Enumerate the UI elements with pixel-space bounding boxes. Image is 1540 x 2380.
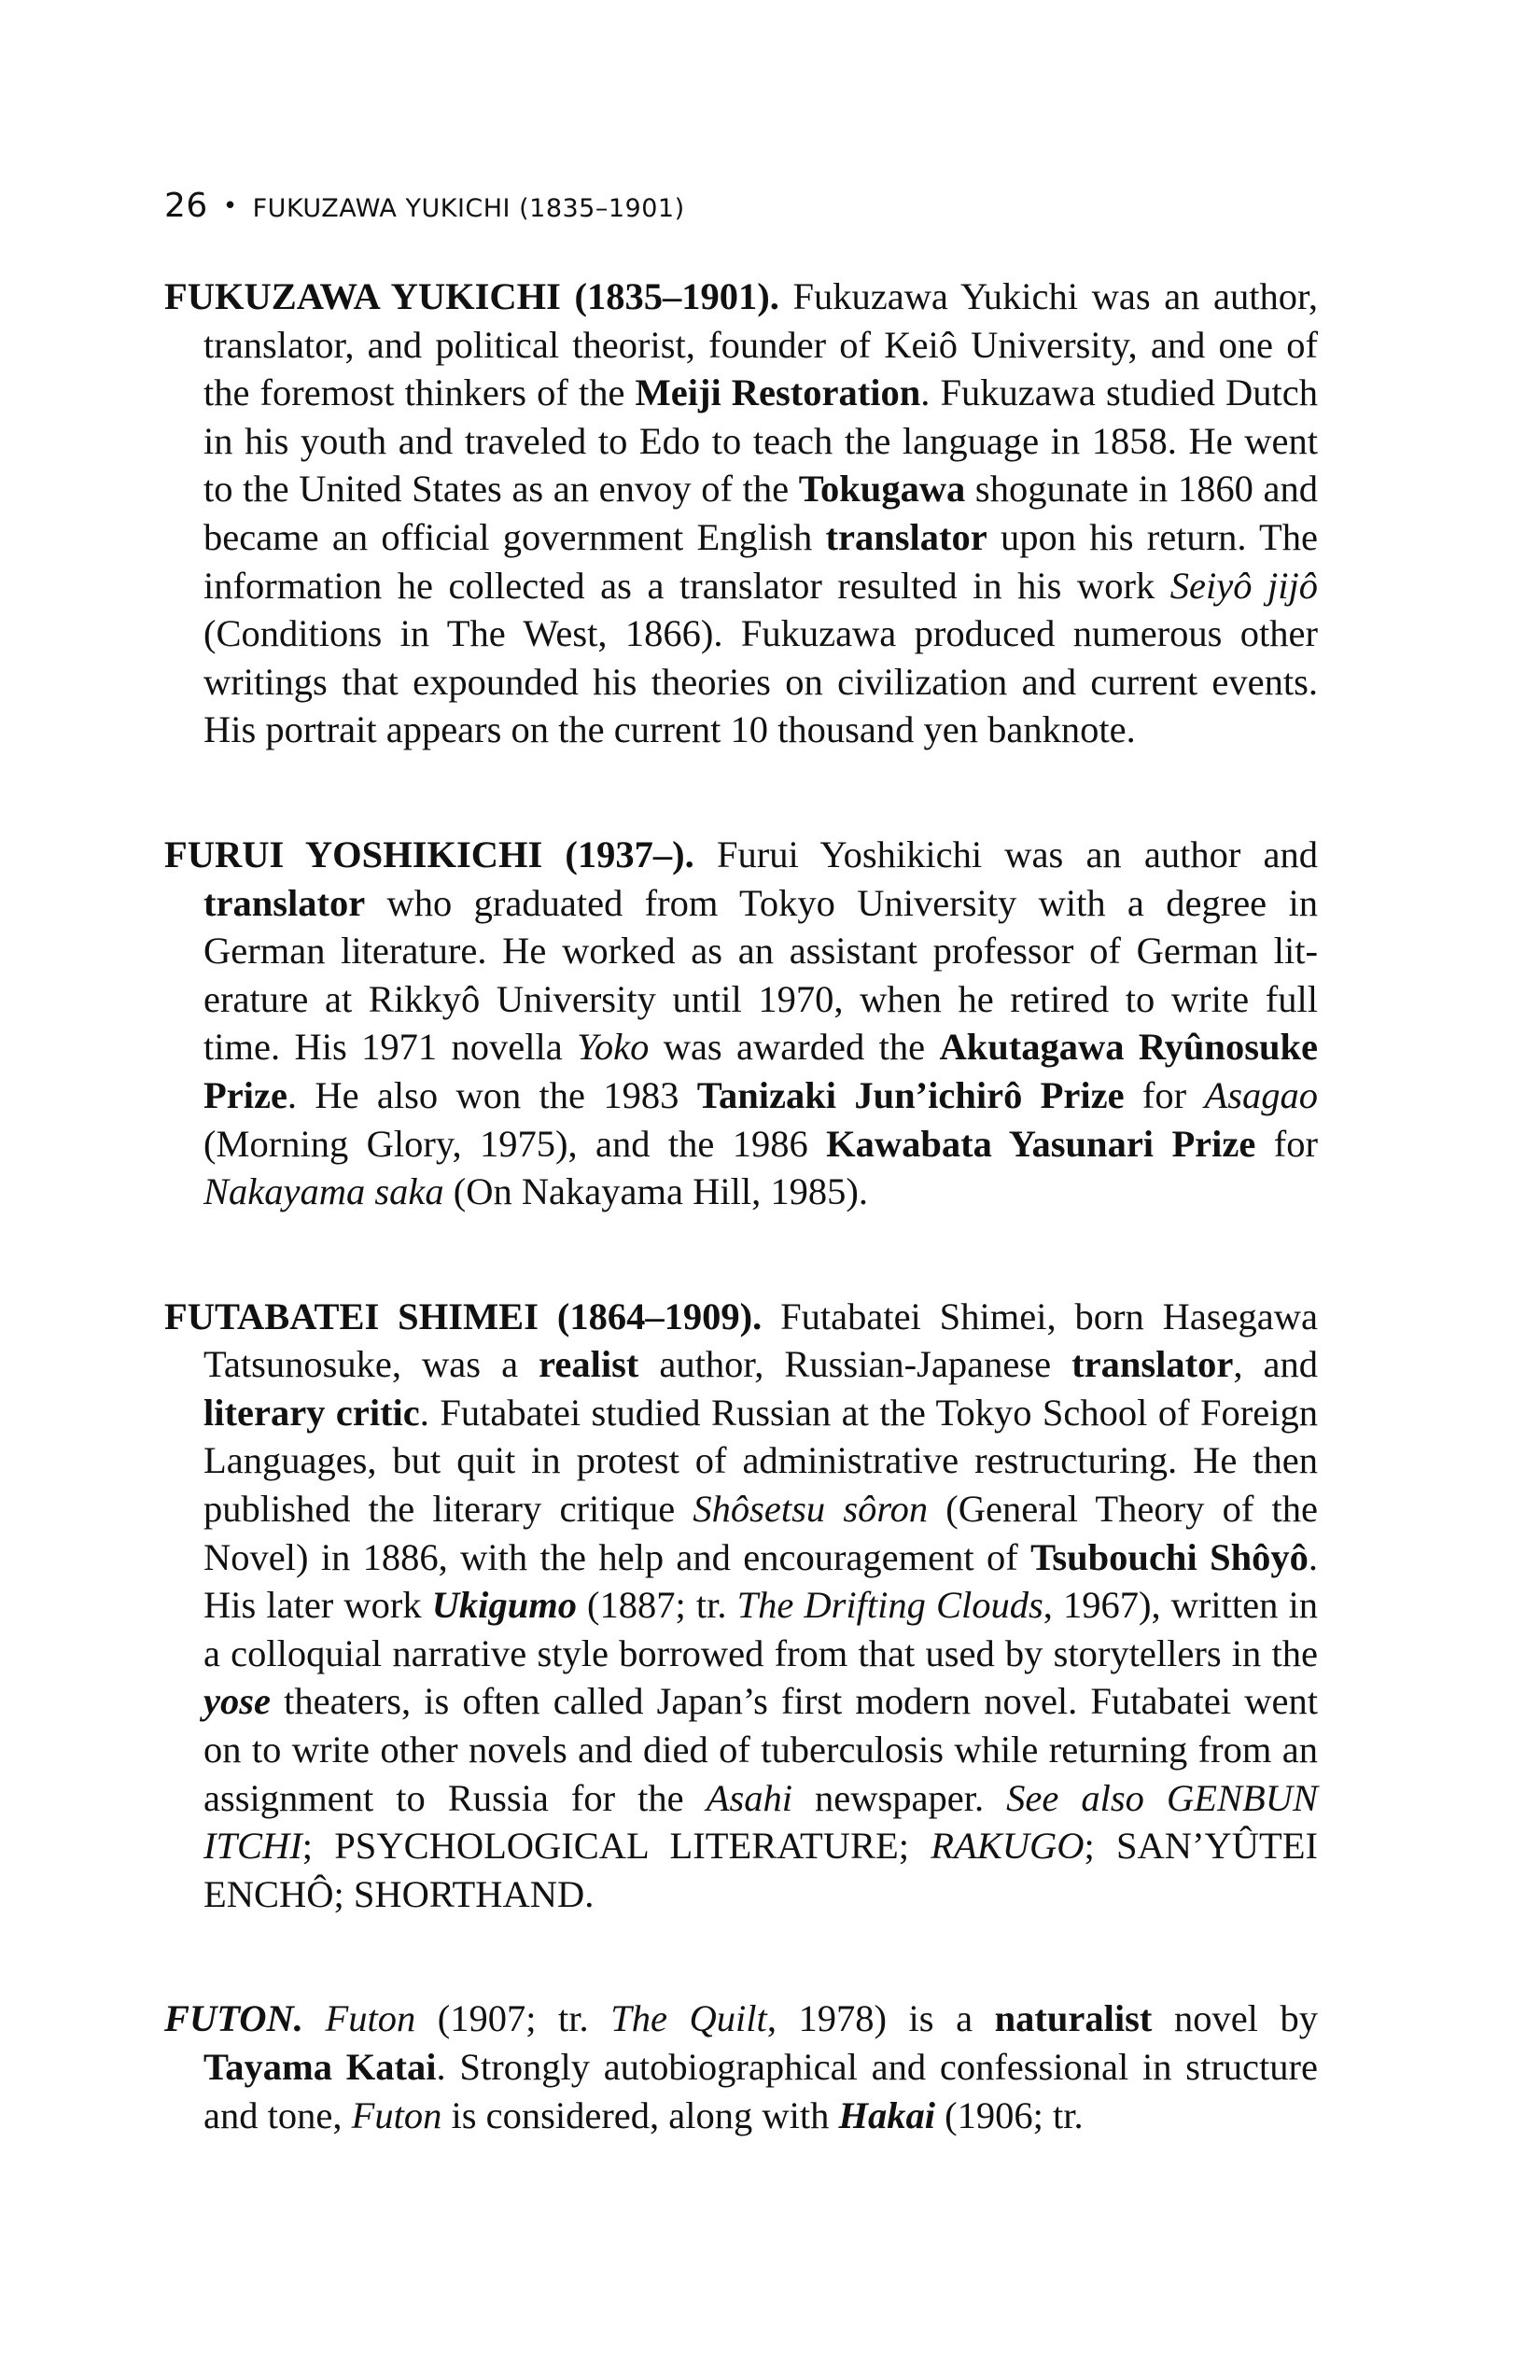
entry-headword: FUTABATEI SHIMEI (1864–1909). — [164, 1295, 763, 1337]
cross-reference — [432, 1584, 577, 1626]
running-head — [164, 187, 685, 225]
see-also-item: RAKUGO — [931, 1825, 1085, 1868]
work-title: Futon — [351, 2093, 442, 2136]
see-also: See also GENBUN ITCHI — [203, 1776, 1318, 1868]
cross-reference — [203, 1680, 271, 1722]
work-title: Yoko — [577, 1026, 650, 1069]
cross-reference: Akutagawa Ryûnosuke Prize — [203, 1026, 1318, 1116]
page-number: 26 — [164, 187, 208, 225]
cross-reference: Kawabata Yasunari Prize — [826, 1122, 1256, 1165]
work-title: Asagao — [1204, 1073, 1318, 1116]
running-title: FUKUZAWA YUKICHI (1835–1901) — [252, 194, 685, 223]
cross-reference: translator — [1071, 1343, 1234, 1386]
entry-furui-yoshikichi: FURUI YOSHIKICHI (1937–). Furui Yoshikichi was an author and translator who graduated from Tokyo University with a degree in German literature. He worked as an assistant professor of German literature at Rikkyô University until 1970, when he retired to write full time. His 1971 novella Yoko was awarded the Akutagawa Ryûnosuke Prize. He also won the 1983 Tanizaki Jun’ichirô Prize for Asagao (Morning Glory, 1975), and the 1986 Kawabata Yasunari Prize for Nakayama saka (On Nakayama Hill, 1985). — [164, 833, 1318, 1213]
entry-futabatei-shimei: FUTABATEI SHIMEI (1864–1909). Futabatei Shimei, born Hasegawa Tatsunosuke, was a realist author, Russian-Japanese translator, and literary critic. Futabatei studied Russian at the Tokyo School of Foreign Languages, but quit in protest of administrative restructuring. He then published the literary critique Shôsetsu sôron (General Theory of the Novel) in 1886, with the help and encouragement of Tsubouchi Shôyô. His later work Ukigumo (1887; tr. The Drifting Clouds, 1967), written in a colloquial narrative style borrowed from that used by storytellers in the yose theaters, is often called Japan’s first modern novel. Futabatei went on to write other novels and died of tuberculosis while returning from an assignment to Russia for the Asahi newspaper. See also GENBUN ITCHI; PSYCHOLOGICAL LITERATURE; RAKUGO; SAN’YÛTEI ENCHÔ; SHORTHAND. — [164, 1295, 1319, 1915]
cross-reference — [839, 2094, 936, 2136]
entry-futon: FUTON. Futon (1907; tr. The Quilt, 1978) is a naturalist novel by Tayama Katai. Strongly autobiographical and confessional in structure and tone, Futon is considered, along with Hakai (1906; tr. — [164, 1997, 1318, 2136]
entry-headword: FUKUZAWA YUKICHI (1835–1901). — [164, 275, 779, 317]
cross-reference: Meiji Restoration — [635, 371, 921, 414]
work-title: Nakayama saka — [203, 1170, 444, 1213]
cross-reference: Tayama Katai — [203, 2046, 437, 2088]
entry-fukuzawa-yukichi: FUKUZAWA YUKICHI (1835–1901). Fukuzawa Yukichi was an author, translator, and political theorist, founder of Keiô University, and one of the foremost thinkers of the Meiji Restoration. Fukuzawa studied Dutch in his youth and traveled to Edo to teach the language in 1858. He went to the United States as an envoy of the Tokugawa shogunate in 1860 and became an official government English translator upon his return. The information he collected as a translator resulted in his work Seiyô jijô (Conditions in The West, 1866). Fukuzawa produced numerous other writings that expounded his theories on civilization and current events. His portrait appears on the current 10 thousand yen banknote. — [164, 275, 1319, 751]
term: yose — [203, 1680, 271, 1723]
entry-headword: FUTON. — [164, 1997, 303, 2040]
work-title: The Quilt — [610, 1997, 767, 2040]
cross-reference: literary critic — [203, 1391, 420, 1434]
dictionary-entries — [164, 273, 1318, 2139]
cross-reference: naturalist — [994, 1997, 1153, 2040]
work-title: Shôsetsu sôron — [693, 1488, 929, 1531]
work-title: Futon — [325, 1997, 416, 2040]
bullet-separator: • — [222, 192, 238, 220]
cross-reference: Tokugawa — [798, 468, 966, 511]
cross-reference: translator — [825, 515, 987, 558]
work-title: Seiyô jijô — [1169, 564, 1318, 607]
cross-reference: translator — [203, 881, 366, 924]
cross-reference: realist — [539, 1343, 639, 1386]
work-title: The Drifting Clouds — [736, 1584, 1043, 1627]
cross-reference: Tanizaki Jun’ichirô Prize — [696, 1073, 1125, 1116]
cross-reference: Tsubouchi Shôyô — [1030, 1535, 1309, 1578]
work-title: Asahi — [706, 1776, 792, 1819]
work-title: Ukigumo — [431, 1584, 577, 1627]
work-title: Hakai — [838, 2093, 936, 2136]
entry-headword: FURUI YOSHIKICHI (1937–). — [164, 833, 694, 875]
